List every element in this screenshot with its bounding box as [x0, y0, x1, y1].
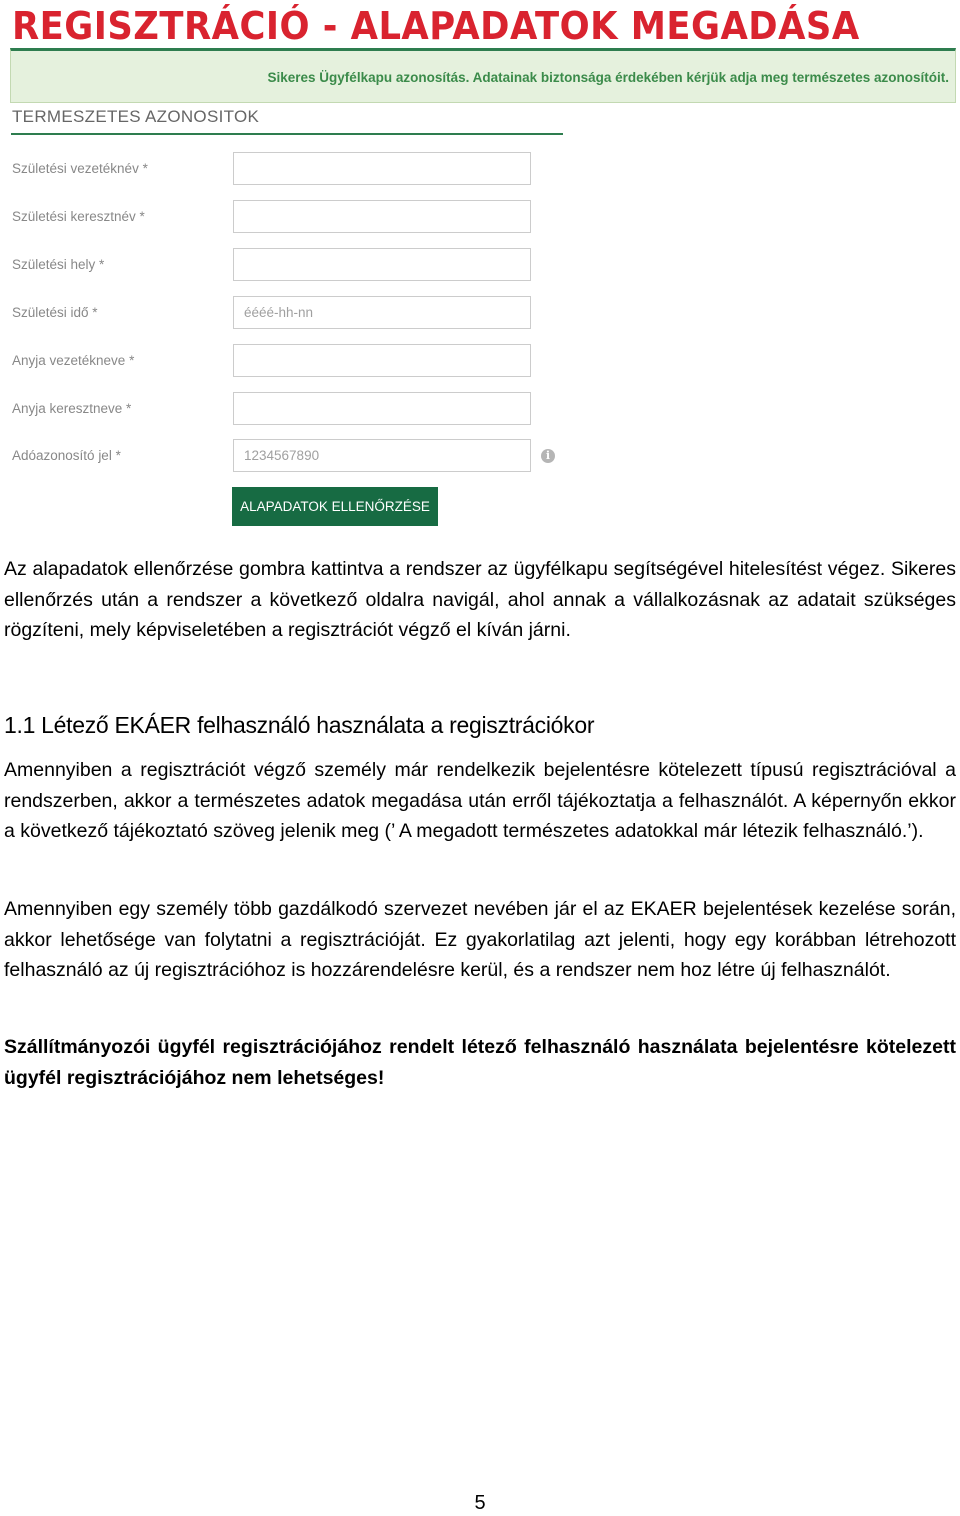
section-heading-1-1: 1.1 Létező EKÁER felhasználó használata a regisztrációkor [4, 712, 595, 738]
restriction-notice: Szállítmányozói ügyfél regisztrációjához rendelt létező felhasználó használata bejelentésre kötelezett ügyfél regisztrációjához nem lehetséges! [4, 1036, 956, 1089]
birth-given-name-input[interactable] [233, 200, 531, 233]
birth-place-label: Születési hely * [12, 257, 105, 272]
mother-given-name-input[interactable] [233, 392, 531, 425]
form-row-birth-place [0, 248, 600, 282]
success-message: Sikeres Ügyfélkapu azonosítás. Adatainak biztonsága érdekében kérjük adja meg természetes azonosítóit. [267, 70, 949, 85]
mother-surname-label: Anyja vezetékneve * [12, 353, 135, 368]
section-title: TERMESZETES AZONOSITOK [12, 107, 260, 126]
birth-date-input[interactable] [233, 296, 531, 329]
mother-given-name-label: Anyja keresztneve * [12, 401, 132, 416]
mother-surname-input[interactable] [233, 344, 531, 377]
form-row-birth-surname [0, 152, 600, 186]
info-icon[interactable]: i [541, 449, 555, 463]
birth-surname-label: Születési vezetéknév * [12, 161, 148, 176]
registration-title: REGISZTRÁCIÓ - ALAPADATOK MEGADÁSA [12, 4, 860, 48]
check-basic-data-button[interactable]: ALAPADATOK ELLENŐRZÉSE [232, 487, 438, 526]
success-alert [10, 48, 956, 103]
multiple-organizations-paragraph: Amennyiben egy személy több gazdálkodó szervezet nevében jár el az EKAER bejelentések kezelése során, akkor lehetősége van folytatni a regisztrációját. Ez gyakorlatilag azt jelenti, hogy egy korábban létrehozott felhasználó az új regisztrációhoz is hozzárendelésre kerül, és a rendszer nem hoz létre új felhasználót. [4, 898, 956, 981]
form-row-birth-date [0, 296, 600, 330]
birth-surname-input[interactable] [233, 152, 531, 185]
section-divider [11, 133, 563, 135]
intro-paragraph: Az alapadatok ellenőrzése gombra kattintva a rendszer az ügyfélkapu segítségével hitelesítést végez. Sikeres ellenőrzés után a rendszer a következő oldalra navigál, ahol annak a vállalkozásnak az adatait szükséges rögzíteni, mely képviseletében a regisztrációt végző el kíván járni. [4, 558, 956, 641]
form-row-mother-given-name [0, 392, 600, 426]
embedded-screenshot [0, 0, 960, 540]
birth-given-name-label: Születési keresztnév * [12, 209, 145, 224]
birth-date-label: Születési idő * [12, 305, 98, 320]
form-row-birth-given-name [0, 200, 600, 234]
birth-place-input[interactable] [233, 248, 531, 281]
tax-id-input[interactable] [233, 439, 531, 472]
form-row-tax-id [0, 439, 600, 473]
tax-id-label: Adóazonosító jel * [12, 448, 121, 463]
form-row-mother-surname [0, 344, 600, 378]
existing-user-paragraph: Amennyiben a regisztrációt végző személy már rendelkezik bejelentésre kötelezett típusú regisztrációval a rendszerben, akkor a természetes adatok megadása után erről tájékoztatja a felhasználót. A képernyőn ekkor a következő tájékoztató szöveg jelenik meg (’ A megadott természetes adatokkal már létezik felhasználó.’). [4, 759, 956, 842]
page-number: 5 [474, 1492, 486, 1514]
